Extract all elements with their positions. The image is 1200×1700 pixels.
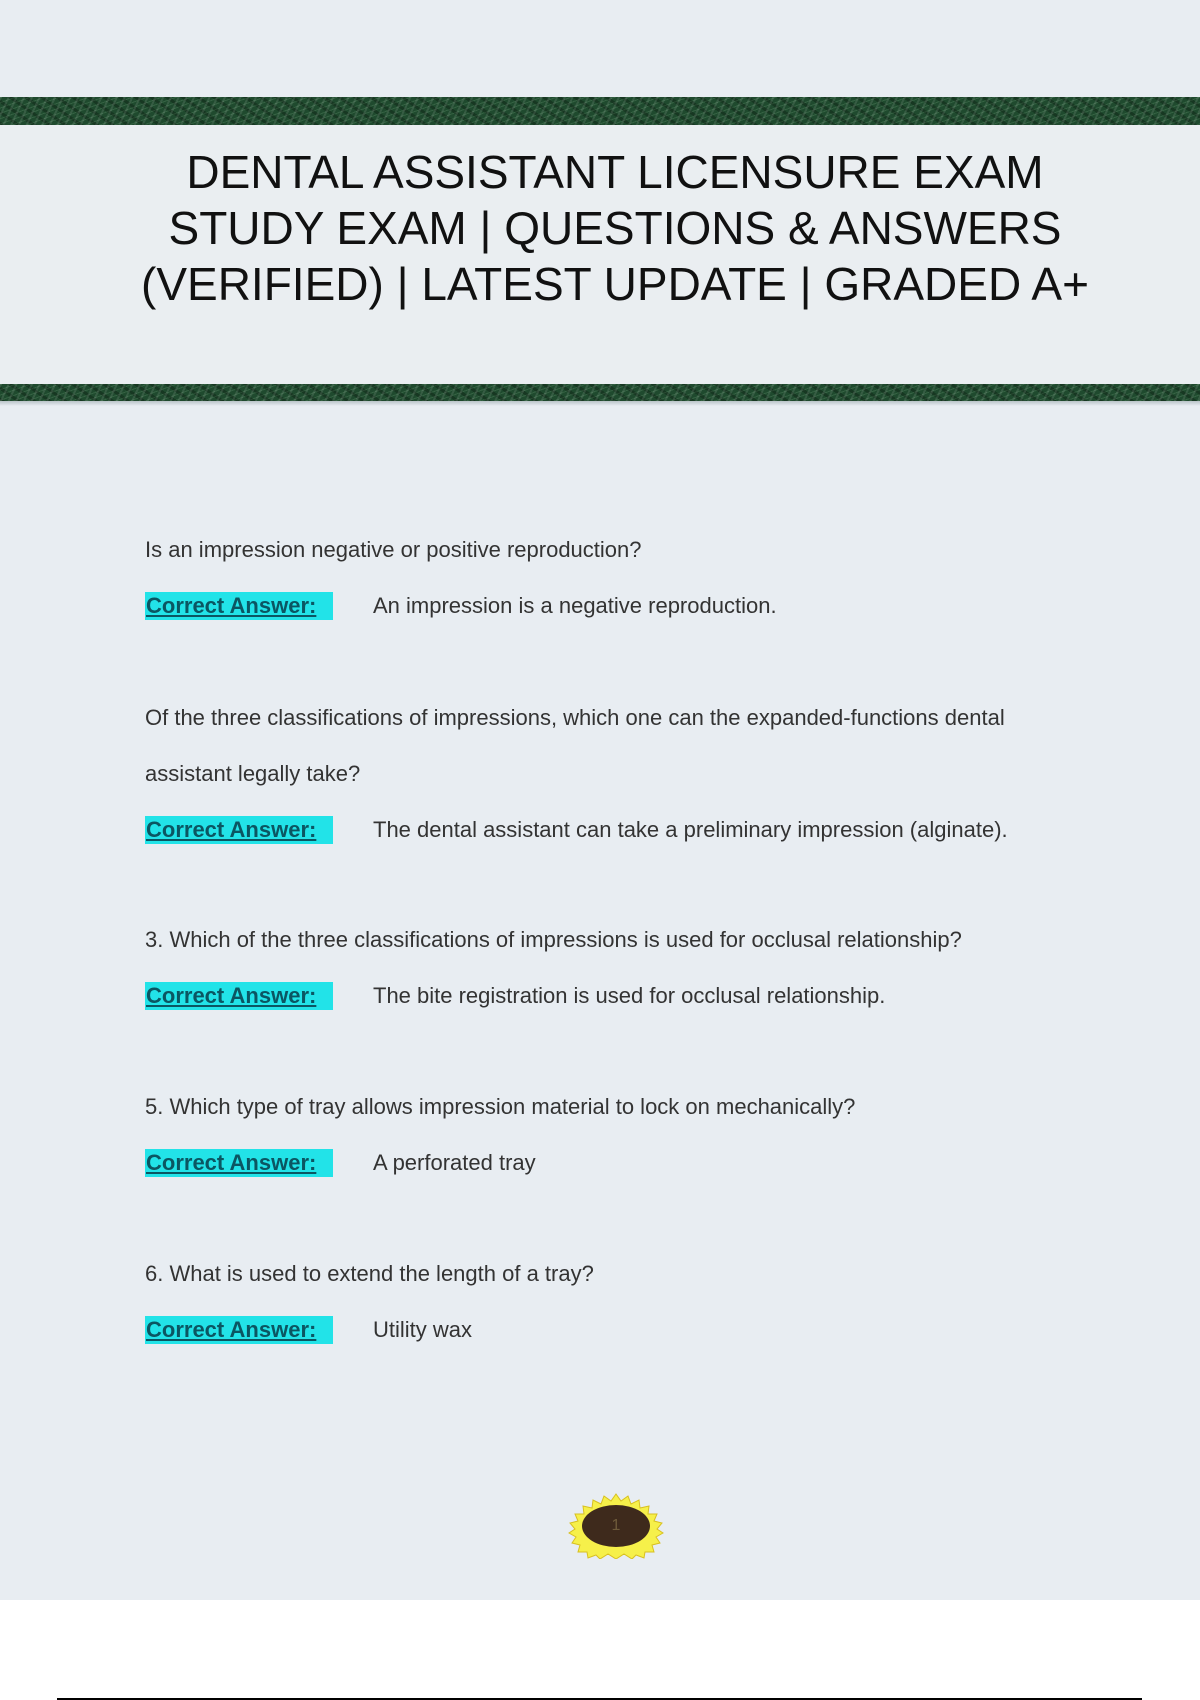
answer-line [145,1135,1095,1191]
document-title: DENTAL ASSISTANT LICENSURE EXAM STUDY EXAM | QUESTIONS & ANSWERS (VERIFIED) | LATEST UPDATE | GRADED A+ [141,146,1089,310]
correct-answer-label: Correct Answer: [145,1316,333,1344]
qa-item-3 [145,912,1095,1024]
answer-text: Utility wax [373,1317,473,1342]
title-top-border [0,97,1200,125]
qa-item-2 [145,690,1095,858]
question-text: Of the three classifications of impressions, which one can the expanded-functions dental assistant legally take? [145,705,1005,786]
answer-text: An impression is a negative reproduction. [373,593,777,618]
question-text: 3. Which of the three classifications of impressions is used for occlusal relationship? [145,927,962,952]
qa-item-1 [145,522,1095,634]
correct-answer-label: Correct Answer: [145,592,333,620]
page-number: 1 [611,1517,621,1534]
answer-line [145,802,1095,858]
border-shadow [0,401,1200,406]
question-text: Is an impression negative or positive reproduction? [145,537,642,562]
correct-answer-label: Correct Answer: [145,816,333,844]
answer-text: The dental assistant can take a preliminary impression (alginate). [373,817,1008,842]
question-text: 6. What is used to extend the length of a tray? [145,1261,594,1286]
qa-item-5 [145,1246,1095,1358]
answer-line [145,578,1095,634]
page-number-badge [568,1493,664,1559]
correct-answer-label: Correct Answer: [145,1149,333,1177]
qa-item-4 [145,1079,1095,1191]
answer-line [145,968,1095,1024]
answer-line [145,1302,1095,1358]
question-text: 5. Which type of tray allows impression material to lock on mechanically? [145,1094,856,1119]
title-bottom-border [0,384,1200,401]
answer-text: A perforated tray [373,1150,536,1175]
answer-text: The bite registration is used for occlusal relationship. [373,983,886,1008]
correct-answer-label: Correct Answer: [145,982,333,1010]
